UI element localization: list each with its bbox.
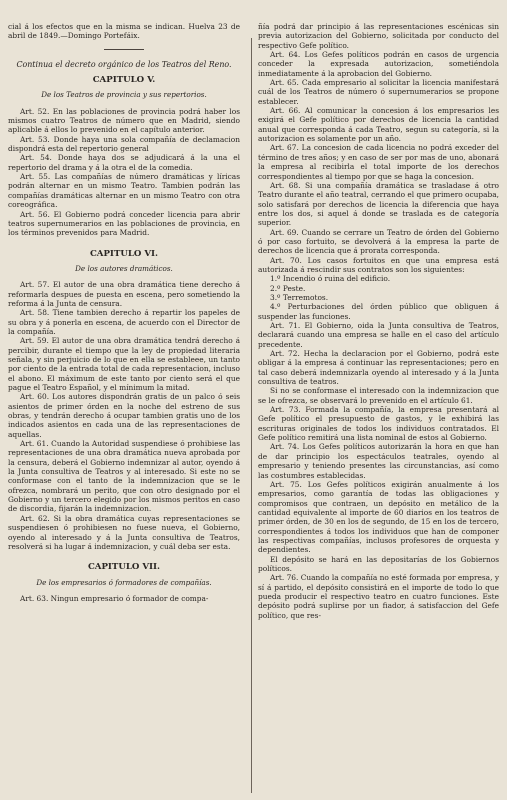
chapter-5-subtitle: De los Teatros de provincia y sus repertorios.: [41, 90, 207, 100]
article-75-note: El depósito se hará en las depositarías de los Gobiernos políticos.: [258, 554, 499, 573]
spacer: [8, 551, 240, 556]
article-70-item-1: 1.º Incendio ó ruina del edificio.: [270, 274, 391, 284]
article-72-note: Si no se conformase el interesado con la indemnizacion que se le ofrezca, se observará lo prevenido en el artículo 61.: [258, 386, 499, 405]
article-74: Art. 74. Los Gefes políticos autorizarán la hora en que han de dar principio los espectáculos teatrales, oyendo al empresario y teniendo presentes las circunstancias, así como las costumbres establecidas.: [258, 442, 499, 480]
column-divider: [251, 38, 252, 793]
left-column: [8, 22, 240, 603]
article-70-item-4: 4.º Perturbaciones del órden público que obliguen á suspender las funciones.: [258, 302, 499, 321]
article-52: Art. 52. En las poblaciones de provincia podrá haber los mismos cuatro Teatros de número que en Madrid, siendo aplicable á ellos lo prevenido en el capítulo anterior.: [8, 106, 240, 135]
short-rule: [104, 49, 144, 50]
section-title: Continua el decreto orgánico de los Teatros del Reno.: [16, 59, 232, 69]
article-67: Art. 67. La concesion de cada licencia no podrá exceder del término de tres años; y en caso de ser por mas de uno, abonará la empresa al recibirla el total importe de los derechos correspondientes al tiempo por que se haga la concesion.: [258, 143, 499, 181]
article-66: Art. 66. Al comunicar la concesion á los empresarios les exigirá el Gefe político por derechos de licencia la cantidad anual que corresponda á cada Teatro, segun su categoría, si la autorizacion es solamente por un año.: [258, 106, 499, 144]
article-70: Art. 70. Los casos fortuitos en que una empresa está autorizada á rescindir sus contratos son los siguientes:: [258, 255, 499, 274]
article-70-item-3: 3.º Terremotos.: [270, 292, 329, 302]
article-63-continued: ñía podrá dar principio á las representaciones escénicas sin previa autorizacion del Gobierno, solicitada por conducto del respectivo Gefe político.: [258, 22, 499, 50]
chapter-6-title: CAPITULO VI.: [89, 248, 159, 259]
article-70-item-2: 2.º Peste.: [270, 283, 306, 293]
chapter-6-subtitle: De los autores dramáticos.: [75, 263, 173, 273]
article-58: Art. 58. Tiene tambien derecho á repartir los papeles de su obra y á ponerla en escena, de acuerdo con el Director de la compañía.: [8, 308, 240, 336]
article-64: Art. 64. Los Gefes políticos podrán en casos de urgencia conceder la expresada autorizacion, sometiéndola inmediatamente á la aprobacion del Gobierno.: [258, 50, 499, 78]
article-54: Art. 54. Donde haya dos se adjudicará á la una el repertorio del drama y á la otra el de la comedia.: [8, 153, 240, 172]
chapter-7-subtitle: De los empresarios ó formadores de compañías.: [36, 577, 212, 587]
article-68: Art. 68. Si una compañía dramática se trasladase á otro Teatro durante el año teatral, cerrando el que primero ocupaba, solo satisfará por derechos de licencia la diferencia que haya entre los dos, si aquel á donde se traslada es de categoría superior.: [258, 180, 499, 228]
article-69: Art. 69. Cuando se cerrare un Teatro de órden del Gobierno ó por caso fortuito, se devolverá á la empresa la parte de derechos de licencia que á prorata corresponda.: [258, 227, 499, 256]
article-60: Art. 60. Los autores dispondrán gratis de un palco ó seis asientos de primer órden en la noche del estreno de sus obras, y tendrán derecho á ocupar tambien gratis uno de los indicados asientos en cada una de las representaciones de aquellas.: [8, 392, 240, 439]
article-57: Art. 57. El autor de una obra dramática tiene derecho á reformarla despues de puesta en escena, pero sometiendo la reforma á la Junta de censura.: [8, 280, 240, 308]
article-73: Art. 73. Formada la compañía, la empresa presentará al Gefe político el presupuesto de gastos, y le exhibirá las escrituras originales de todos los individuos contratados. El Gefe político remitirá una lista nominal de estos al Gobierno.: [258, 405, 499, 443]
right-column: [258, 22, 499, 620]
intro-text: cial á los efectos que en la misma se indican. Huelva 23 de abril de 1849.—Domingo Portefáix.: [8, 22, 240, 41]
article-72: Art. 72. Hecha la declaracion por el Gobierno, podrá este obligar á la empresa á continuar las representaciones; pero en tal caso deberá indemnizarla oyendo al interesado y á la Junta consultiva de teatros.: [258, 349, 499, 387]
spacer: [8, 238, 240, 243]
article-71: Art. 71. El Gobierno, oida la Junta consultiva de Teatros, declarará cuando una empresa se halle en el caso del artículo precedente.: [258, 321, 499, 349]
article-75: Art. 75. Los Gefes políticos exigirán anualmente á los empresarios, como garantía de todas las obligaciones y compromisos que contraen, un depósito en metálico de la cantidad equivalente al importe de 60 diarios en los teatros de primer órden, de 30 en los de segundo, de 15 en los de tercero, correspondientes á todos los individuos que han de componer las respectivas compañías, inclusos profesores de orquesta y dependientes.: [258, 479, 499, 555]
chapter-5-title: CAPITULO V.: [92, 75, 156, 86]
article-59: Art. 59. El autor de una obra dramática tendrá derecho á percibir, durante el tiempo que la ley de propiedad literaria señala, y sin perjuicio de lo que en ella se estableee, un tanto por ciento de la entrada total de cada representacion, incluso el abono. El máximum de este tanto por ciento será el que pague el Teatro Español, y el mínimum la mitad.: [8, 336, 240, 392]
article-53: Art. 53. Donde haya una sola compañía de declamacion dispondrá esta del repertorio general: [8, 134, 240, 154]
article-62: Art. 62. Si la obra dramática cuyas representaciones se suspendiesen ó prohibiesen no fuese nueva, el Gobierno, oyendo al interesado y á la Junta consultiva de Teatros, resolverá si ha lugar á indemnizacion, y cuál deba ser esta.: [8, 513, 240, 551]
article-55: Art. 55. Las compañías de número dramáticas y líricas podrán alternar en un mismo Teatro. Tambien podrán las compañías dramáticas alternar en un mismo Teatro con otra coreográfica.: [8, 172, 240, 210]
article-63: Art. 63. Ningun empresario ó formador de compa-: [20, 593, 209, 603]
article-61: Art. 61. Cuando la Autoridad suspendiese ó prohibiese las representaciones de una obra dramática nueva aprobada por la censura, deberá el Gobierno indemnizar al autor, oyendo á la Junta consultiva de Teatros y al interesado. Si este no se conformase con el tanto de la indemnizacion que se le ofrezca, nombrará un perito, que con otro designado por el Gobierno y un tercero elegido por los mismos peritos en caso de discordia, fijarán la indemnizacion.: [8, 439, 240, 514]
article-56: Art. 56. El Gobierno podrá conceder licencia para abrir teatros supernumerarios en las poblaciones de provincia, en los términos prevenidos para Madrid.: [8, 209, 240, 238]
chapter-7-title: CAPITULO VII.: [87, 562, 161, 573]
article-76: Art. 76. Cuando la compañía no esté formada por empresa, y sí á partido, el depósito consistirá en el importe de todo lo que pueda producir el respectivo teatro en cuatro funciones. Este depósito podrá suplirse por un fiador, á satisfaccion del Gefe político, que res-: [258, 573, 499, 620]
article-65: Art. 65. Cada empresario al solicitar la licencia manifestará cuál de los Teatros de número ó supernumerarios se propone establecer.: [258, 78, 499, 106]
